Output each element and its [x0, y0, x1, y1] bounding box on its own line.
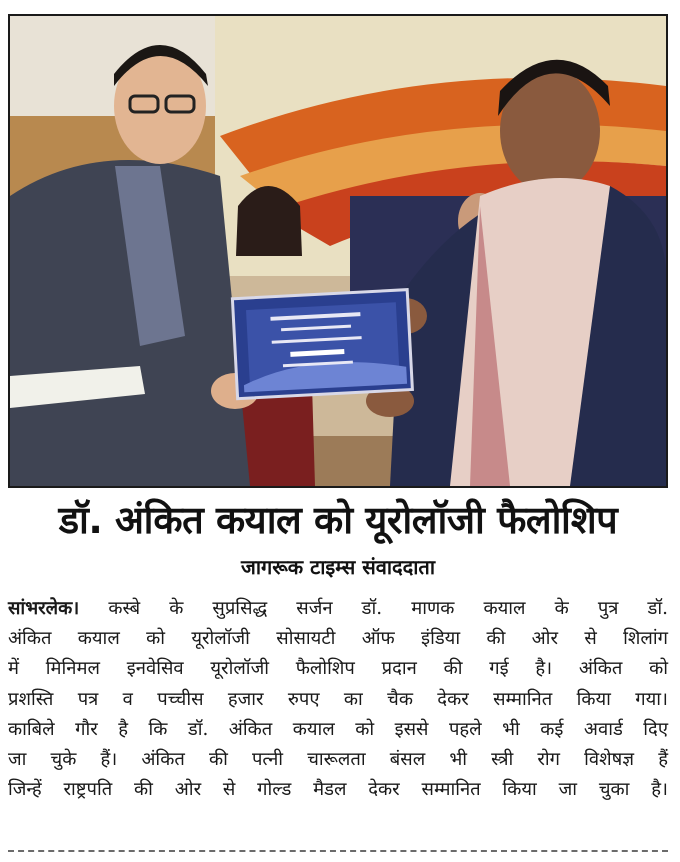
article-line: में मिनिमल इनवेसिव यूरोलॉजी फैलोशिप प्रदान की गई है। अंकित को: [8, 658, 668, 680]
article-line-text: कस्बे के सुप्रसिद्ध सर्जन डॉ. माणक कयाल के पुत्र डॉ.: [79, 598, 668, 619]
article-line: जिन्हें राष्ट्रपति की ओर से गोल्ड मैडल देकर सम्मानित किया जा चुका है।: [8, 779, 668, 801]
article-body: [8, 594, 668, 805]
award-ceremony-photo: [8, 14, 668, 488]
dashed-divider: [8, 850, 668, 852]
article-line: प्रशस्ति पत्र व पच्चीस हजार रुपए का चैक देकर सम्मानित किया गया।: [8, 688, 668, 710]
article-line: [8, 594, 668, 624]
photo-illustration: [10, 16, 666, 486]
article-line: जा चुके हैं। अंकित की पत्नी चारूलता बंसल भी स्त्री रोग विशेषज्ञ हैं: [8, 749, 668, 771]
dateline: सांभरलेक।: [8, 598, 80, 619]
headline: डॉ. अंकित कयाल को यूरोलॉजी फैलोशिप: [58, 498, 618, 542]
article-line: काबिले गौर है कि डॉ. अंकित कयाल को इससे पहले भी कई अवार्ड दिए: [8, 718, 668, 740]
byline: जागरूक टाइम्स संवाददाता: [240, 555, 436, 579]
article-line: अंकित कयाल को यूरोलॉजी सोसायटी ऑफ इंडिया की ओर से शिलांग: [8, 628, 668, 650]
